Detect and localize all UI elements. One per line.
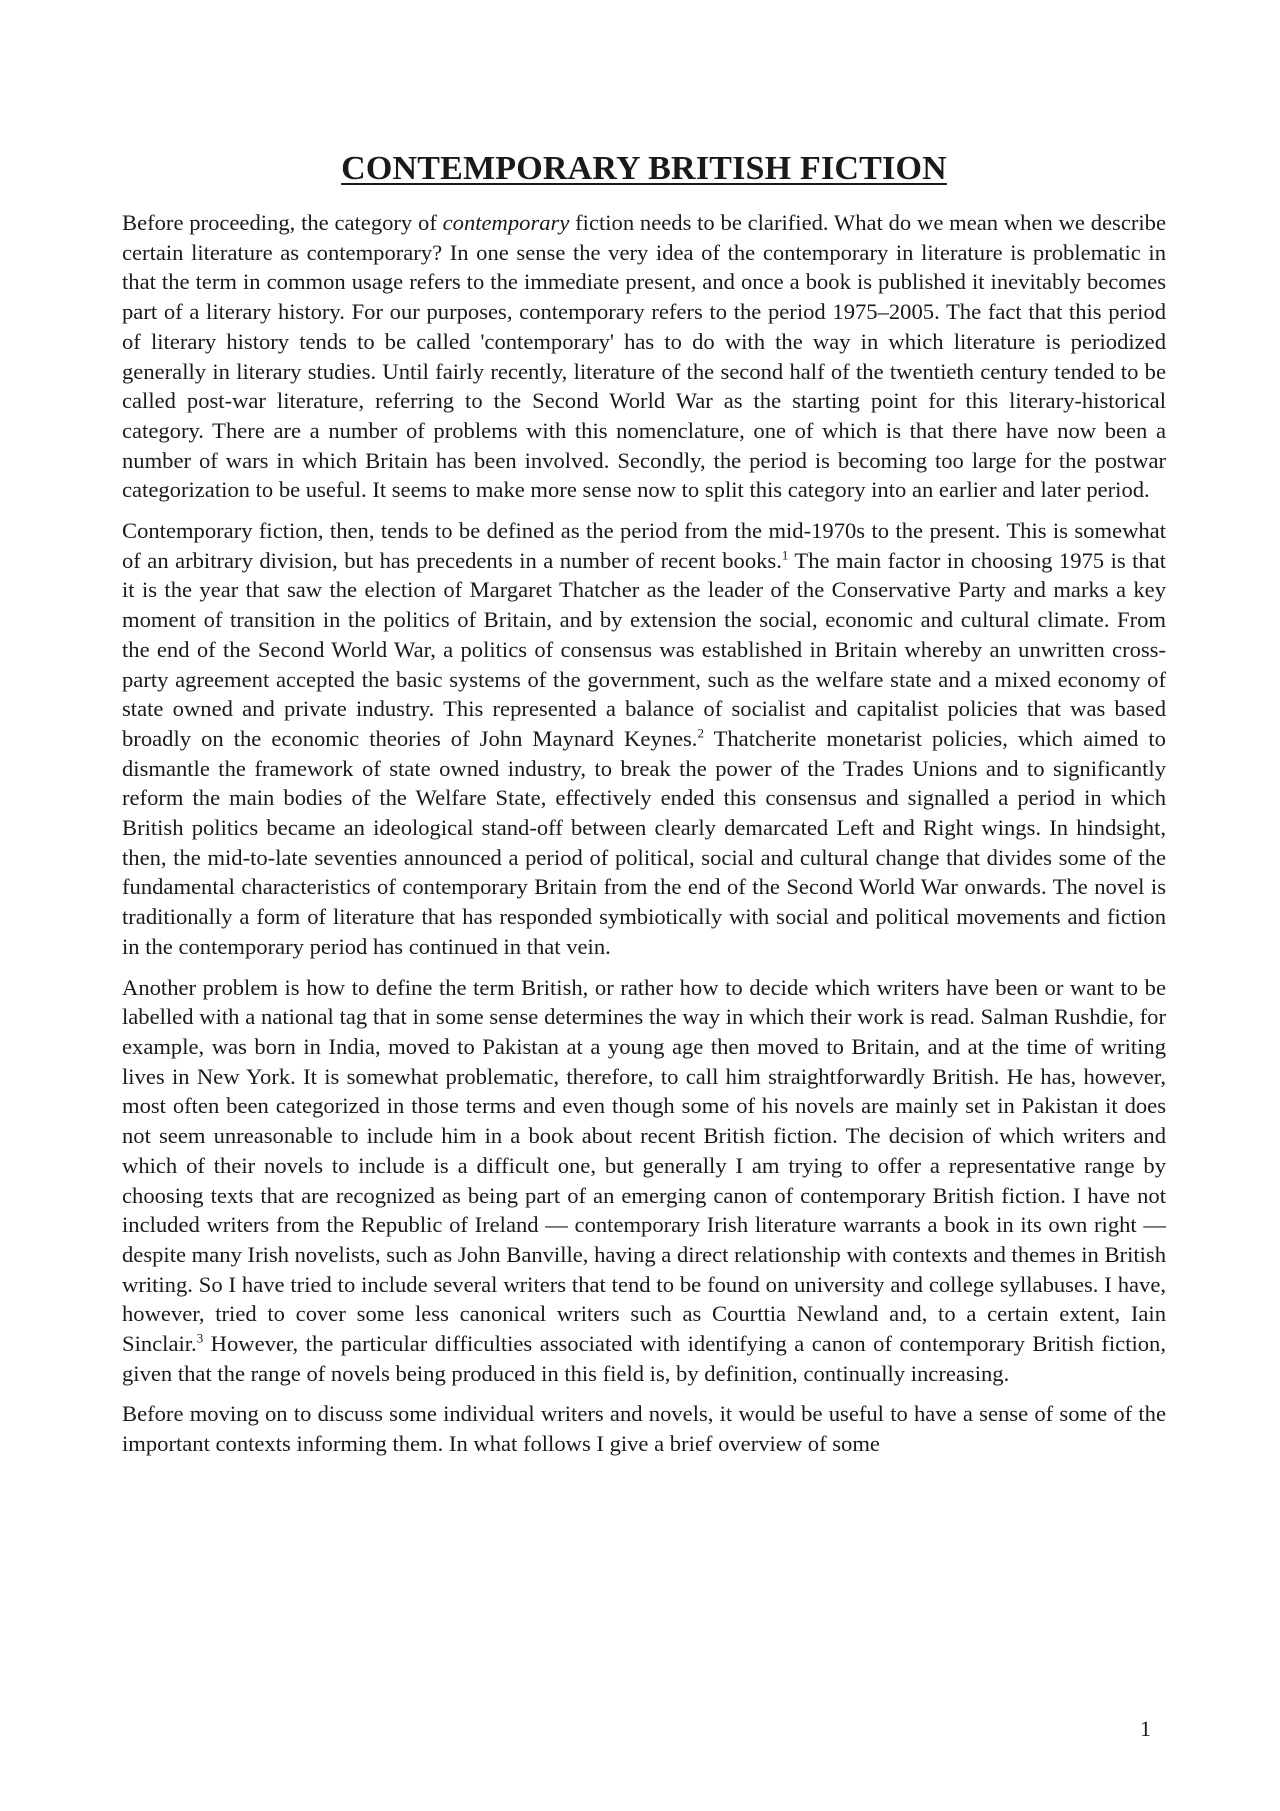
page-number: 1 — [1140, 1716, 1151, 1741]
text-segment: fiction needs to be clarified. What do we mean when we describe certain literature as contemporary? In one sense the very idea of the contemporary in literature is problematic in that the term in common usage refers to the immediate present, and once a book is published it inevitably becomes part of a literary history. For our purposes, contemporary refers to the period 1975–2005. The fact that this period of literary history tends to be called 'contemporary' has to do with the way in which literature is periodized generally in literary studies. Until fairly recently, literature of the second half of the twentieth century tended to be called post-war literature, referring to the Second World War as the starting point for this literary-historical category. There are a number of problems with this nomenclature, one of which is that there have now been a number of wars in which Britain has been involved. Secondly, the period is becoming too large for the postwar categorization to be useful. It seems to make more sense now to split this category into an earlier and later period. — [122, 210, 1166, 503]
body-text — [122, 208, 1166, 1459]
text-segment: However, the particular difficulties associated with identifying a canon of contemporary British fiction, given that the range of novels being produced in this field is, by definition, continually increasing. — [122, 1331, 1166, 1386]
footnote-ref-2[interactable]: 2 — [697, 725, 704, 741]
text-segment: Before moving on to discuss some individual writers and novels, it would be useful to have a sense of some of the important contexts informing them. In what follows I give a brief overview of some — [122, 1401, 1166, 1457]
document-title: CONTEMPORARY BRITISH FICTION — [341, 150, 947, 187]
footnote-ref-3[interactable]: 3 — [196, 1330, 204, 1346]
paragraph-4 — [122, 1399, 1166, 1458]
footnote-ref-1[interactable]: 1 — [781, 547, 789, 563]
text-segment: Contemporary fiction, then, tends to be defined as the period from the mid-1970s to the present. This is somewhat of an arbitrary division, but has precedents in a number of recent books. — [122, 518, 1166, 573]
emphasis-contemporary: contemporary — [442, 210, 570, 235]
document-page — [122, 150, 1166, 1470]
text-segment: Before proceeding, the category of — [122, 210, 443, 235]
text-segment: Another problem is how to define the term British, or rather how to decide which writers have been or want to be labelled with a national tag that in some sense determines the way in which their work is read. Salman Rushdie, for example, was born in India, moved to Pakistan at a young age then moved to Britain, and at the time of writing lives in New York. It is somewhat problematic, therefore, to call him straightforwardly British. He has, however, most often been categorized in those terms and even though some of his novels are mainly set in Pakistan it does not seem unreasonable to include him in a book about recent British fiction. The decision of which writers and which of their novels to include is a difficult one, but generally I am trying to offer a representative range by choosing texts that are recognized as being part of an emerging canon of contemporary British fiction. I have not included writers from the Republic of Ireland — contemporary Irish literature warrants a book in its own right — despite many Irish novelists, such as John Banville, having a direct relationship with contexts and themes in British writing. So I have tried to include several writers that tend to be found on university and college syllabuses. I have, however, tried to cover some less canonical writers such as Courttia Newland and, to a certain extent, Iain Sinclair. — [122, 974, 1166, 1357]
text-segment: The main factor in choosing 1975 is that it is the year that saw the election of Margaret Thatcher as the leader of the Conservative Party and marks a key moment of transition in the politics of Britain, and by extension the social, economic and cultural climate. From the end of the Second World War, a politics of consensus was established in Britain whereby an unwritten cross-party agreement accepted the basic systems of the government, such as the welfare state and a mixed economy of state owned and private industry. This represented a balance of socialist and capitalist policies that was based broadly on the economic theories of John Maynard Keynes. — [122, 547, 1166, 751]
paragraph-3 — [122, 973, 1166, 1389]
paragraph-1 — [122, 208, 1166, 505]
text-segment: Thatcherite monetarist policies, which aimed to dismantle the framework of state owned industry, to break the power of the Trades Unions and to significantly reform the main bodies of the Welfare State, effectively ended this consensus and signalled a period in which British politics became an ideological stand-off between clearly demarcated Left and Right wings. In hindsight, then, the mid-to-late seventies announced a period of political, social and cultural change that divides some of the fundamental characteristics of contemporary Britain from the end of the Second World War onwards. The novel is traditionally a form of literature that has responded symbiotically with social and political movements and fiction in the contemporary period has continued in that vein. — [122, 725, 1166, 959]
paragraph-2 — [122, 516, 1166, 962]
